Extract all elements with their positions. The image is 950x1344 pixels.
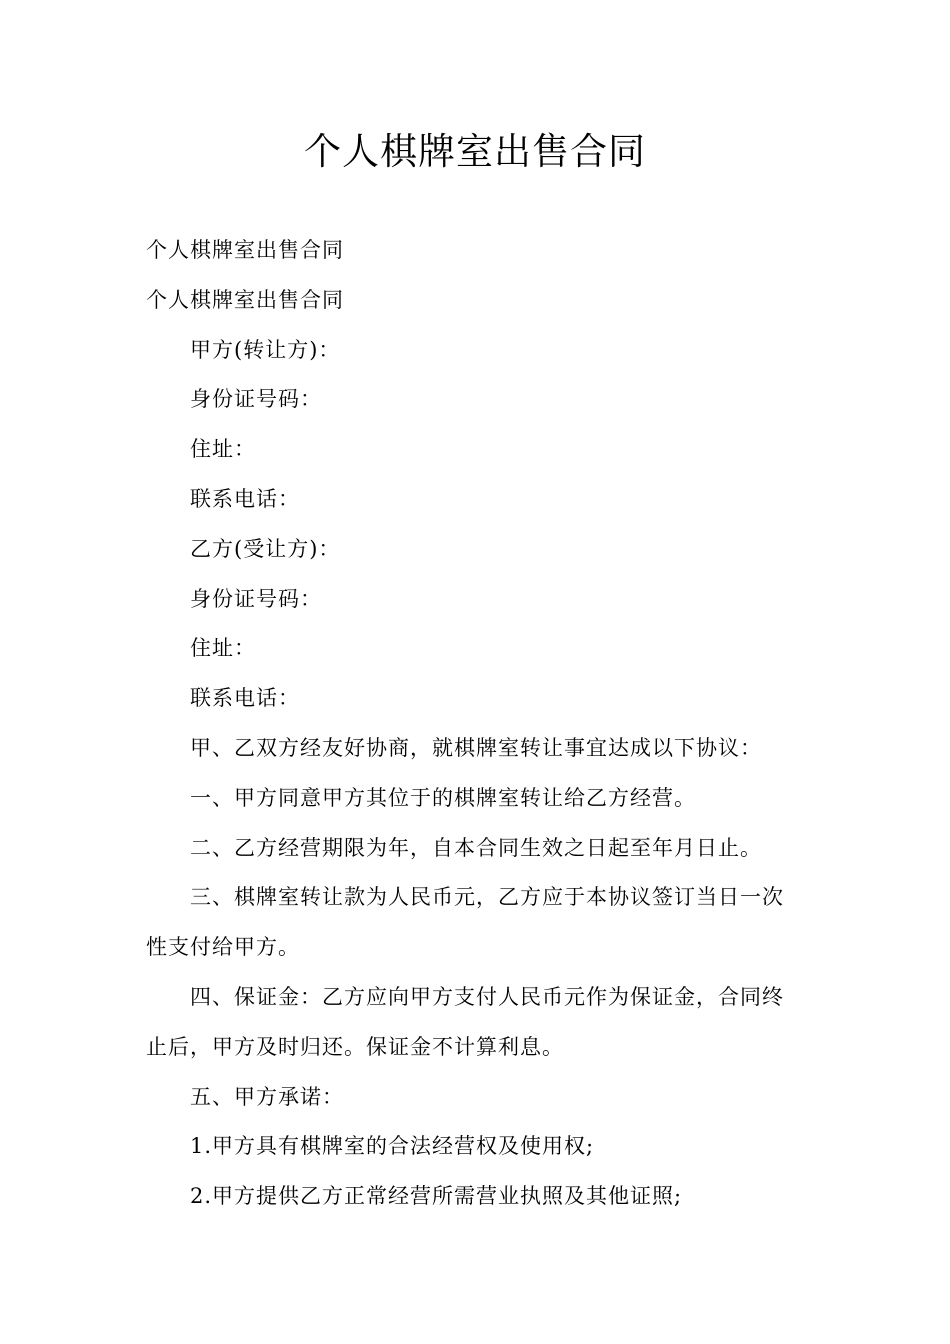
party-a-label: 甲方(转让方)： [190, 337, 341, 362]
party-a-id-number: 身份证号码： [190, 387, 322, 412]
party-b-address: 住址： [190, 636, 256, 661]
clause-1: 一、甲方同意甲方其位于的棋牌室转让给乙方经营。 [190, 785, 696, 810]
heading-line-2: 个人棋牌室出售合同 [146, 287, 344, 312]
clause-5-item-1: 1.甲方具有棋牌室的合法经营权及使用权; [190, 1134, 595, 1159]
party-b-label: 乙方(受让方)： [190, 536, 341, 561]
party-b-id-number: 身份证号码： [190, 586, 322, 611]
party-b-phone: 联系电话： [190, 686, 300, 711]
party-a-phone: 联系电话： [190, 486, 300, 511]
clause-3-line-2: 性支付给甲方。 [146, 935, 300, 960]
clause-4-line-1: 四、保证金：乙方应向甲方支付人民币元作为保证金，合同终 [190, 984, 784, 1009]
clause-2: 二、乙方经营期限为年，自本合同生效之日起至年月日止。 [190, 835, 762, 860]
document-title: 个人棋牌室出售合同 [304, 130, 646, 173]
heading-line-1: 个人棋牌室出售合同 [146, 238, 344, 262]
clause-4-line-2: 止后，甲方及时归还。保证金不计算利息。 [146, 1034, 564, 1059]
document-body [146, 226, 808, 1222]
party-a-address: 住址： [190, 437, 256, 462]
agreement-intro: 甲、乙双方经友好协商，就棋牌室转让事宜达成以下协议： [190, 735, 762, 760]
clause-3-line-1: 三、棋牌室转让款为人民币元，乙方应于本协议签订当日一次 [190, 885, 784, 910]
clause-5-item-2: 2.甲方提供乙方正常经营所需营业执照及其他证照; [190, 1184, 683, 1209]
clause-5-heading: 五、甲方承诺： [190, 1084, 344, 1109]
